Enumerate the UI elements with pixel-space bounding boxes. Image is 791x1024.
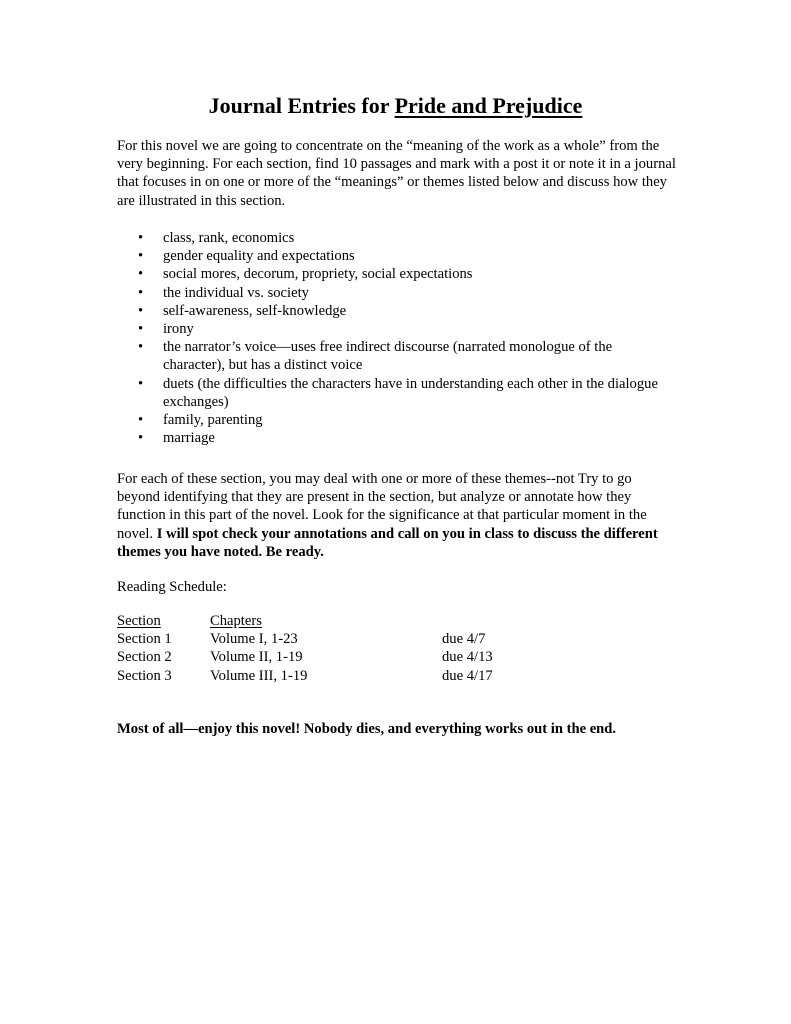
reading-schedule-table [117,612,677,685]
theme-item [117,302,677,320]
themes-list [117,229,677,447]
title-prefix: Journal Entries for [208,93,395,118]
schedule-row [117,630,677,648]
column-header-chapters: Chapters [210,613,262,629]
theme-item [117,429,677,447]
schedule-due-cell: due 4/17 [442,667,493,684]
reading-schedule-label: Reading Schedule: [117,579,227,595]
theme-text: the narrator’s voice—uses free indirect discourse (narrated monologue of the character), but has a distinct voice [163,339,613,374]
schedule-chapters-cell: Volume III, 1-19 [210,667,308,684]
theme-text: gender equality and expectations [163,248,355,265]
bullet-icon: • [138,375,144,392]
schedule-section-cell: Section 2 [117,649,172,666]
theme-item [117,229,677,247]
bullet-icon: • [138,339,144,356]
schedule-header-row [117,612,677,630]
theme-text: irony [163,321,194,338]
schedule-due-cell: due 4/7 [442,631,486,648]
schedule-section-cell: Section 1 [117,631,172,648]
theme-item [117,375,677,411]
bullet-icon: • [138,284,144,301]
bullet-icon: • [138,266,144,283]
theme-text: self-awareness, self-knowledge [163,302,347,319]
theme-item [117,247,677,265]
bullet-icon: • [138,302,144,319]
schedule-row [117,648,677,666]
theme-item [117,265,677,283]
theme-item [117,411,677,429]
schedule-due-cell: due 4/13 [442,649,493,666]
bullet-icon: • [138,321,144,338]
bullet-icon: • [138,230,144,246]
bullet-icon: • [138,430,144,447]
instructions-text: For each of these section, you may deal with one or more of these themes--not Try to go beyond identifying that they are present in the section, but analyze or annotate how they function in this part of the novel. Look for the significance at that particular moment in the novel. [117,471,647,542]
theme-item [117,320,677,338]
column-header-section: Section [117,613,161,629]
schedule-chapters-cell: Volume II, 1-19 [210,649,303,666]
theme-text: the individual vs. society [163,284,309,301]
theme-text: family, parenting [163,412,263,429]
schedule-section-cell: Section 3 [117,667,172,684]
theme-text: social mores, decorum, propriety, social expectations [163,266,473,283]
schedule-row [117,667,677,685]
bullet-icon: • [138,248,144,265]
theme-text: marriage [163,430,215,447]
page-title [0,92,791,120]
schedule-chapters-cell: Volume I, 1-23 [210,631,298,648]
theme-item [117,338,677,374]
instructions-paragraph [117,470,677,561]
closing-note: Most of all—enjoy this novel! Nobody dies, and everything works out in the end. [117,721,617,737]
theme-text: duets (the difficulties the characters have in understanding each other in the dialogue exchanges) [163,375,658,410]
theme-item [117,284,677,302]
title-book-name: Pride and Prejudice [394,93,583,118]
bullet-icon: • [138,412,144,429]
instructions-bold-text: I will spot check your annotations and call on you in class to discuss the different themes you have noted. Be ready. [117,525,658,560]
theme-text: class, rank, economics [163,230,295,246]
intro-paragraph: For this novel we are going to concentrate on the “meaning of the work as a whole” from the very beginning. For each section, find 10 passages and mark with a post it or note it in a journal that focuses in on one or more of the “meanings” or themes listed below and discuss how they are illustrated in this section. [117,138,676,209]
